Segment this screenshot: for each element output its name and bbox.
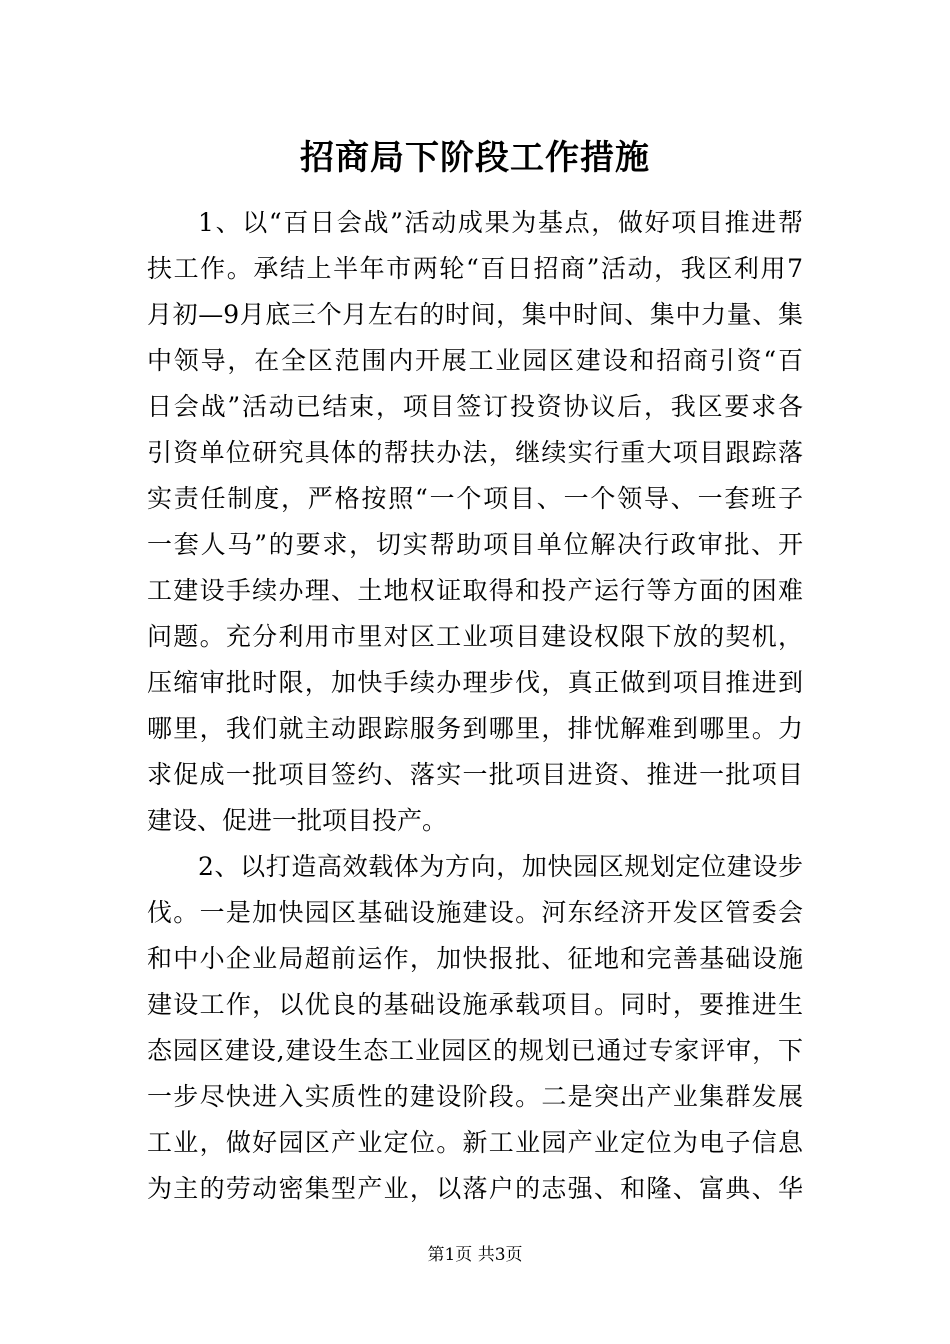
- paragraph-2-line: 伐。一是加快园区基础设施建设。河东经济开发区管委会: [147, 898, 803, 927]
- paragraph-1-line: 中领导，在全区范围内开展工业园区建设和招商引资“百: [147, 346, 803, 375]
- paragraph-1-line: 1、以“百日会战”活动成果为基点，做好项目推进帮: [198, 208, 803, 237]
- paragraph-2-line: 工业，做好园区产业定位。新工业园产业定位为电子信息: [147, 1128, 803, 1157]
- paragraph-1-line: 建设、促进一批项目投产。: [147, 806, 448, 835]
- page-number-footer: 第1页 共3页: [427, 1245, 523, 1265]
- paragraph-1-line: 月初—9月底三个月左右的时间，集中时间、集中力量、集: [147, 300, 803, 329]
- paragraph-2-line: 和中小企业局超前运作，加快报批、征地和完善基础设施: [147, 944, 803, 973]
- paragraph-2-line: 建设工作，以优良的基础设施承载项目。同时，要推进生: [147, 990, 803, 1019]
- paragraph-2-line: 态园区建设,建设生态工业园区的规划已通过专家评审，下: [147, 1036, 803, 1065]
- paragraph-1-line: 实责任制度，严格按照“一个项目、一个领导、一套班子: [147, 484, 803, 513]
- paragraph-1-line: 求促成一批项目签约、落实一批项目进资、推进一批项目: [147, 760, 803, 789]
- paragraph-1-line: 哪里，我们就主动跟踪服务到哪里，排忧解难到哪里。力: [147, 714, 803, 743]
- paragraph-1-line: 压缩审批时限，加快手续办理步伐，真正做到项目推进到: [147, 668, 803, 697]
- paragraph-1-line: 问题。充分利用市里对区工业项目建设权限下放的契机，: [147, 622, 803, 651]
- paragraph-1-line: 引资单位研究具体的帮扶办法，继续实行重大项目跟踪落: [147, 438, 803, 467]
- paragraph-1-line: 一套人马”的要求，切实帮助项目单位解决行政审批、开: [147, 530, 803, 559]
- paragraph-2-line: 为主的劳动密集型产业，以落户的志强、和隆、富典、华: [147, 1174, 803, 1203]
- paragraph-2-line: 2、以打造高效载体为方向，加快园区规划定位建设步: [198, 852, 803, 881]
- paragraph-1-line: 日会战”活动已结束，项目签订投资协议后，我区要求各: [147, 392, 803, 421]
- document-title: 招商局下阶段工作措施: [300, 138, 650, 178]
- paragraph-1-line: 扶工作。承结上半年市两轮“百日招商”活动，我区利用7: [147, 254, 803, 283]
- paragraph-1-line: 工建设手续办理、土地权证取得和投产运行等方面的困难: [147, 576, 803, 605]
- paragraph-2-line: 一步尽快进入实质性的建设阶段。二是突出产业集群发展: [147, 1082, 803, 1111]
